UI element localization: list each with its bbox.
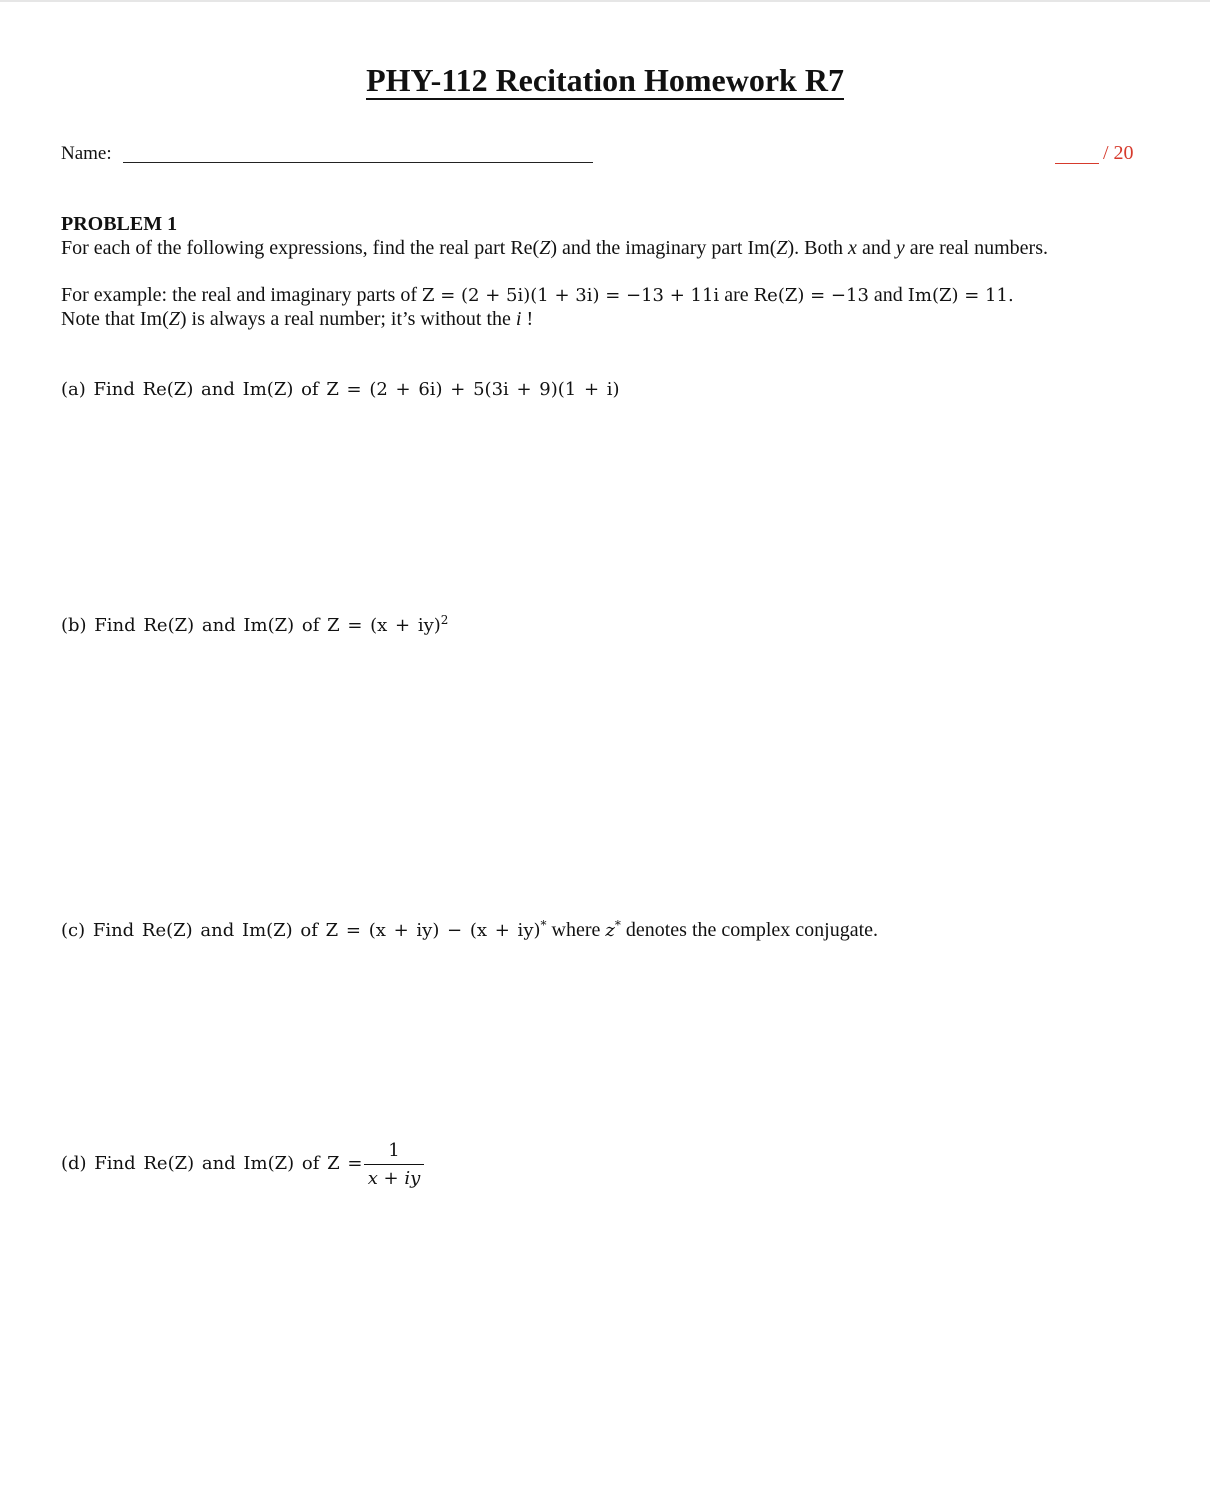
- name-label: Name:: [61, 143, 112, 164]
- example-imag-part: Im(Z) = 11.: [907, 285, 1014, 306]
- part-d-expression: Z =: [327, 1153, 363, 1174]
- score-underline[interactable]: [1055, 163, 1099, 164]
- part-c: (c) Find Re(Z) and Im(Z) of Z = (x + iy) − (x + iy)* where z* denotes the complex conjugate.: [61, 918, 878, 941]
- example-equation: Z = (2 + 5i)(1 + 3i) = −13 + 11i: [422, 285, 720, 306]
- fraction-numerator: 1: [388, 1140, 400, 1161]
- part-c-expression: Z = (x + iy) − (x + iy): [325, 920, 541, 941]
- fraction-bar: [364, 1164, 424, 1165]
- page-title: [0, 62, 1210, 99]
- example-real-part: Re(Z) = −13: [753, 285, 869, 306]
- note-line: Note that Im(Z) is always a real number; it’s without the i !: [61, 308, 534, 330]
- score-total: / 20: [1103, 142, 1134, 164]
- part-c-tail: denotes the complex conjugate.: [620, 919, 878, 941]
- name-underline[interactable]: [123, 162, 593, 163]
- part-b-exponent: 2: [440, 613, 449, 627]
- fraction-denominator: x + iy: [367, 1168, 421, 1189]
- part-a: [61, 379, 620, 400]
- part-a-label: (a) Find Re(Z) and Im(Z) of: [61, 379, 327, 400]
- example-line: For example: the real and imaginary parts of Z = (2 + 5i)(1 + 3i) = −13 + 11i are Re(Z) = −13 and Im(Z) = 11.: [61, 284, 1014, 306]
- problem-instruction: For each of the following expressions, find the real part Re(Z) and the imaginary part Im(Z). Both x and y are real numbers.: [61, 237, 1048, 259]
- part-b: [61, 613, 448, 636]
- problem-heading: PROBLEM 1: [61, 213, 178, 235]
- part-c-z: z: [605, 920, 615, 941]
- part-c-conjugate-mark: *: [540, 918, 547, 932]
- part-b-expression: Z = (x + iy): [327, 615, 441, 636]
- part-a-expression: Z = (2 + 6i) + 5(3i + 9)(1 + i): [326, 379, 620, 400]
- page-title-text: PHY-112 Recitation Homework R7: [366, 62, 844, 98]
- page-top-border: [0, 0, 1210, 2]
- part-b-label: (b) Find Re(Z) and Im(Z) of: [61, 615, 328, 636]
- part-d-label: (d) Find Re(Z) and Im(Z) of: [61, 1153, 328, 1174]
- part-c-label: (c) Find Re(Z) and Im(Z) of: [61, 920, 326, 941]
- part-d-fraction: [364, 1140, 424, 1189]
- part-d: [61, 1153, 362, 1174]
